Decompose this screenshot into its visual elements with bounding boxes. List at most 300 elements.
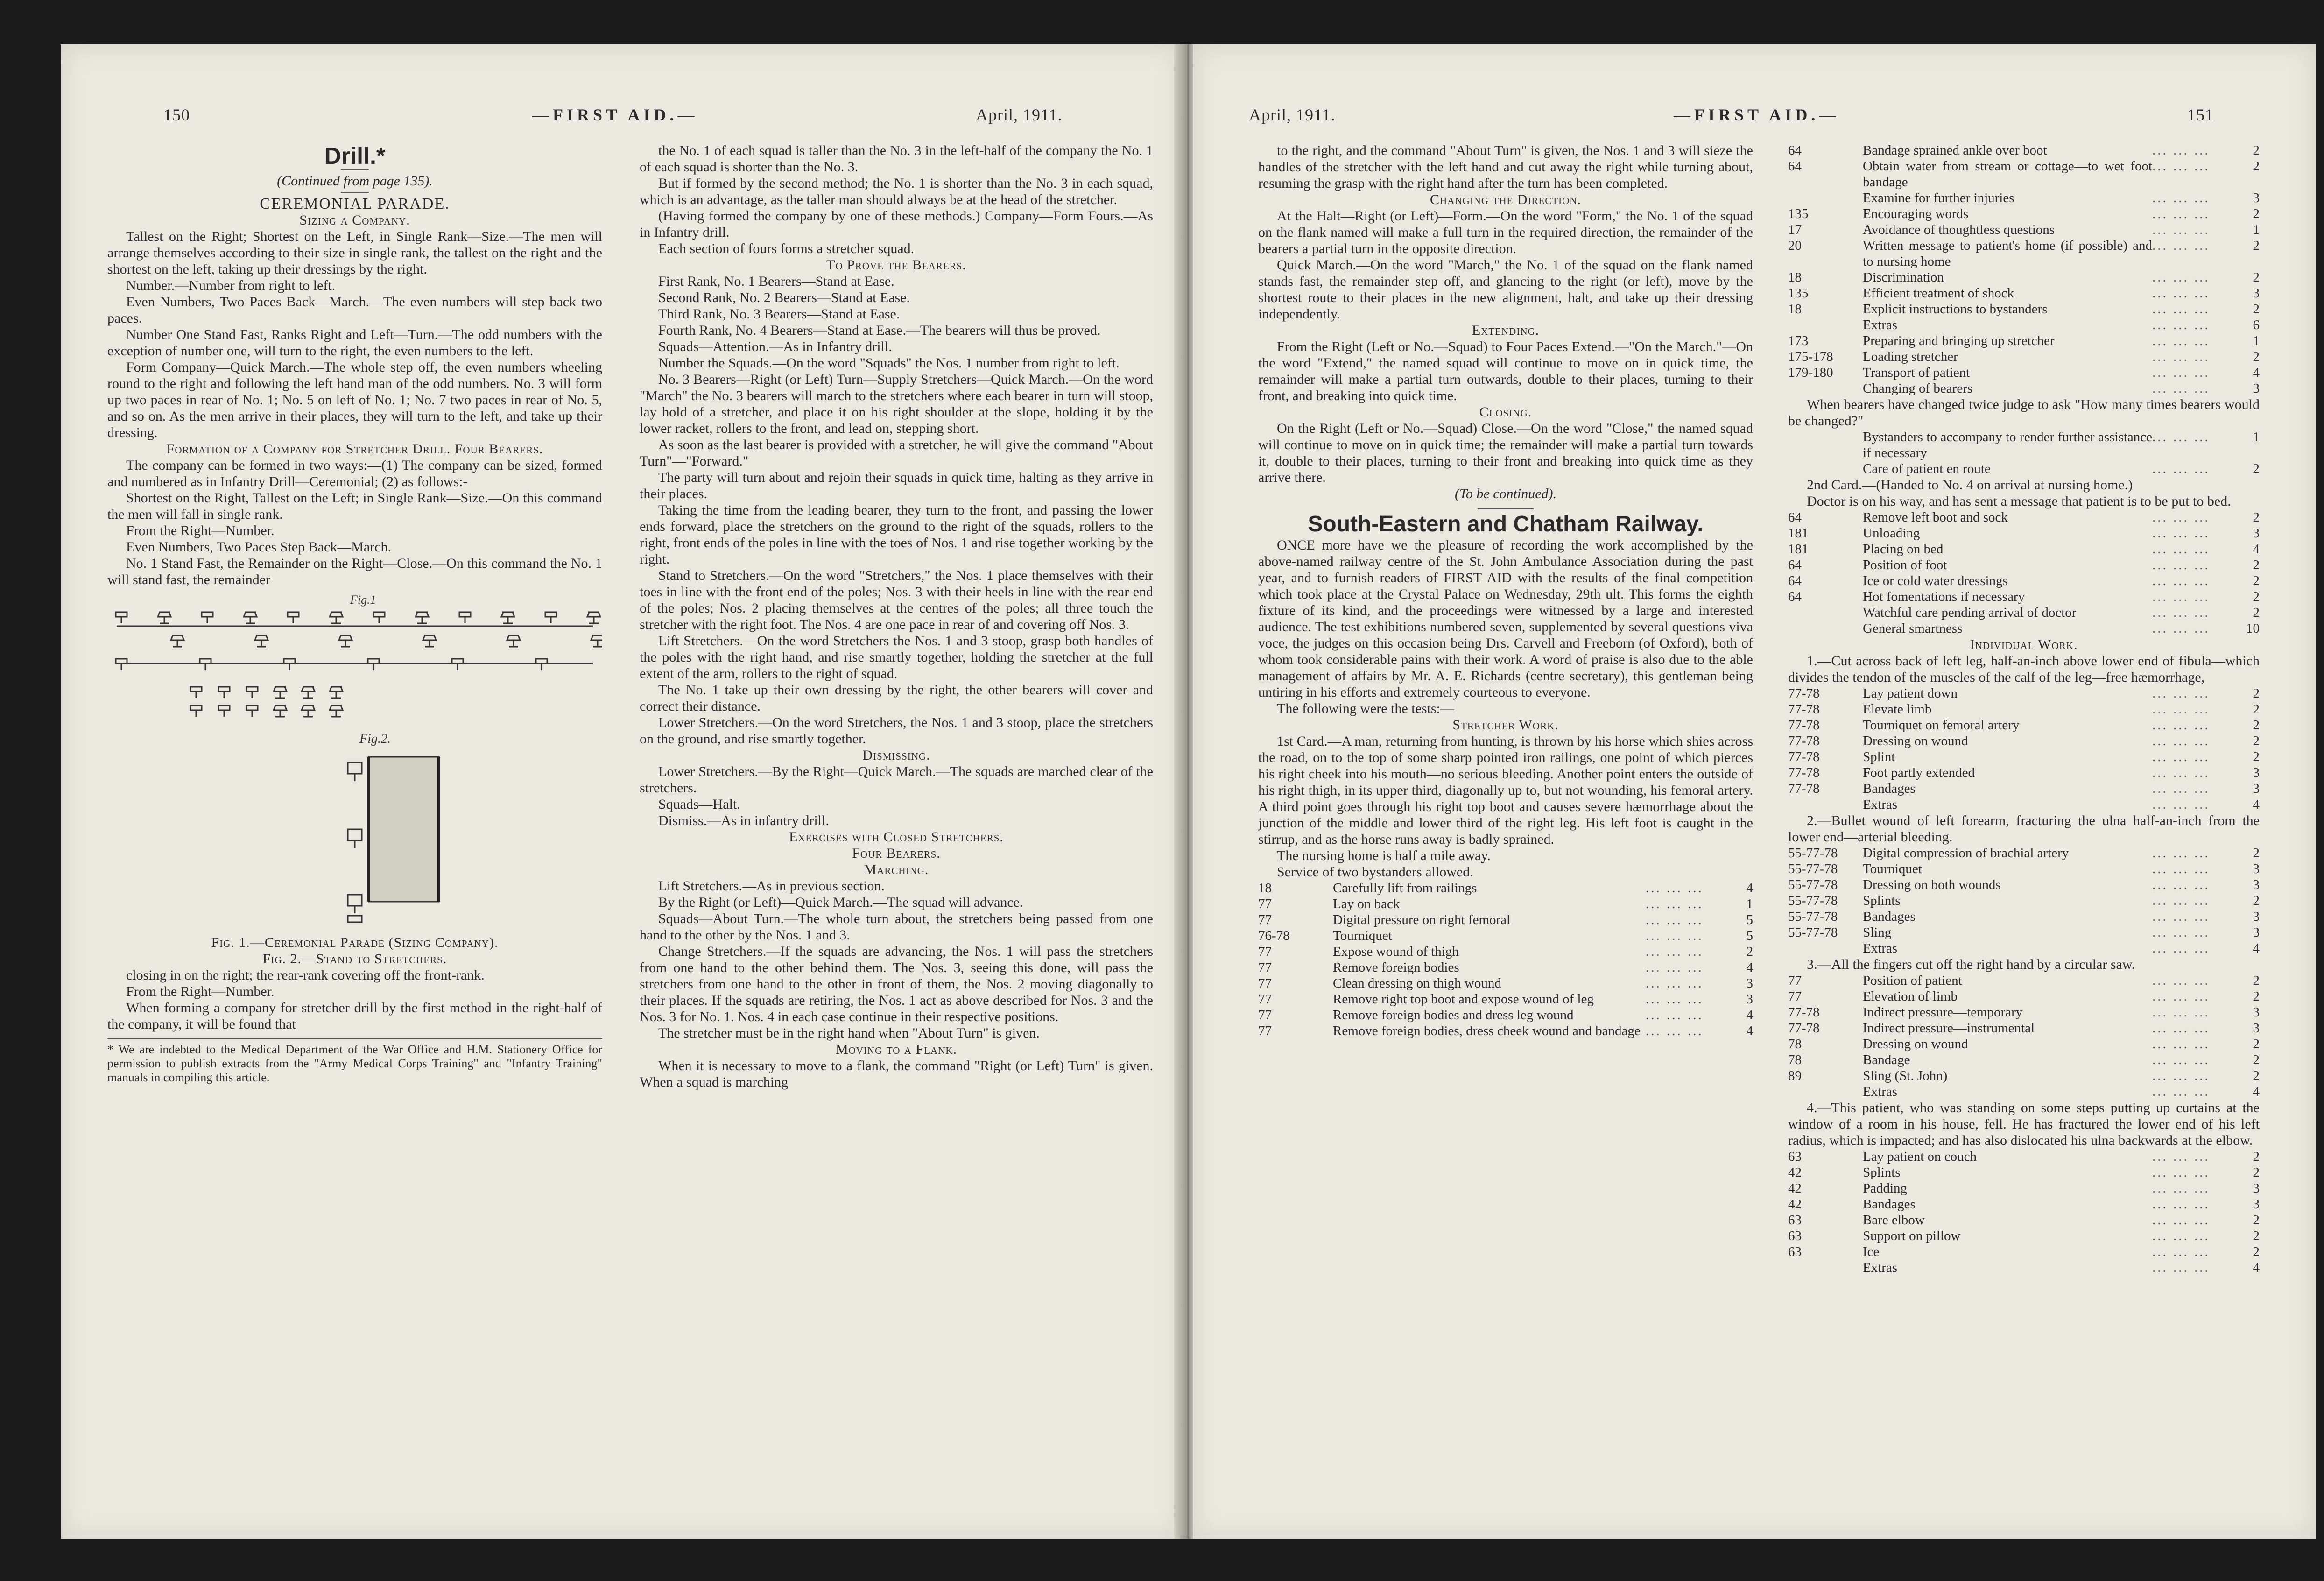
paragraph: Squads—About Turn.—The whole turn about, the stretchers being passed from one hand to the other by the Nos. 1 and 3. <box>640 911 1153 943</box>
ref-number: 181 <box>1788 526 1809 541</box>
score-row <box>1788 1180 2260 1196</box>
ref-number: 55-77-78 <box>1788 877 1838 892</box>
man-symbol <box>302 687 315 698</box>
test-item: Lay patient down <box>1863 686 1958 701</box>
marks: 4 <box>2253 1084 2260 1099</box>
paragraph: Lift Stretchers.—On the word Stretchers the Nos. 1 and 3 stoop, grasp both handles of the poles with the right hand, and rise smartly together, holding the stretcher at the full extent of the arm, rollers to the right of squad. <box>640 633 1153 681</box>
paragraph-group <box>107 457 602 588</box>
paragraph: (Having formed the company by one of these methods.) Company—Form Fours.—As in Infantry drill. <box>640 208 1153 240</box>
marks: 4 <box>2253 1260 2260 1275</box>
score-row <box>1258 991 1753 1007</box>
test-item: Foot partly extended <box>1863 765 1975 780</box>
test-item: Extras <box>1863 1084 1898 1099</box>
marks: 1 <box>2253 430 2260 445</box>
test-item: Dressing on wound <box>1863 734 1968 748</box>
paragraph: Even Numbers, Two Paces Step Back—March. <box>126 539 392 555</box>
ref-number <box>1788 1084 1863 1100</box>
score-row <box>1788 797 2260 812</box>
paragraph: As soon as the last bearer is provided with a stretcher, he will give the command "About Turn"—"Forward." <box>640 437 1153 469</box>
score-row <box>1788 717 2260 733</box>
article-title: Drill.* <box>324 143 386 169</box>
score-row <box>1788 222 2260 238</box>
marks: 3 <box>2253 1005 2260 1020</box>
test-item: Splints <box>1863 1165 1901 1180</box>
test-item: Dressing on both wounds <box>1863 877 2001 892</box>
ref-number: 64 <box>1788 143 1802 158</box>
paragraph: The following were the tests:— <box>1277 701 1454 716</box>
score-row <box>1788 1068 2260 1084</box>
sub-heading: Exercises with Closed Stretchers. <box>789 829 1004 845</box>
score-row <box>1788 605 2260 621</box>
man-symbol <box>330 706 343 717</box>
sub-heading: To Prove the Bearers. <box>826 257 966 273</box>
score-row <box>1788 1149 2260 1165</box>
test-item: Efficient treatment of shock <box>1863 286 2014 301</box>
test-item: Support on pillow <box>1863 1228 1961 1243</box>
marks: 3 <box>2253 781 2260 796</box>
leader-dots: ... ... ... <box>2152 191 2210 205</box>
score-row <box>1788 909 2260 925</box>
test-item: Examine for further injuries <box>1863 191 2014 205</box>
marks: 2 <box>2253 893 2260 908</box>
score-table <box>1788 509 2260 636</box>
man-symbol <box>274 706 287 717</box>
ref-number: 55-77-78 <box>1788 861 1838 876</box>
test-item: Bystanders to accompany to render further assistance if necessary <box>1863 430 2152 460</box>
ref-number <box>1788 429 1863 461</box>
marks: 3 <box>2253 861 2260 876</box>
test-item: Lay patient on couch <box>1863 1149 1977 1164</box>
ref-number: 77-78 <box>1788 1021 1820 1036</box>
score-row <box>1788 349 2260 365</box>
ref-number <box>1788 940 1863 956</box>
paragraph: 2nd Card.—(Handed to No. 4 on arrival at nursing home.) <box>1807 477 2133 493</box>
test-item: Dressing on wound <box>1863 1037 1968 1052</box>
leader-dots: ... ... ... <box>1646 1008 1704 1023</box>
paragraph-group <box>1258 420 1753 486</box>
test-item: Bandages <box>1863 781 1916 796</box>
stretcher-shape <box>369 757 439 902</box>
divider <box>341 192 369 193</box>
man-symbol <box>171 635 184 647</box>
test-item: Remove right top boot and expose wound of leg <box>1333 992 1594 1007</box>
test-item: Encouraging words <box>1863 206 1969 221</box>
marks: 4 <box>1746 1008 1753 1023</box>
paragraph: Service of two bystanders allowed. <box>1277 864 1473 880</box>
score-row <box>1788 1052 2260 1068</box>
test-item: Extras <box>1863 1260 1898 1275</box>
test-item: Bandage sprained ankle over boot <box>1863 143 2047 158</box>
score-row <box>1788 749 2260 765</box>
marks: 3 <box>2253 1197 2260 1212</box>
marks: 2 <box>2253 349 2260 364</box>
man-symbol <box>452 659 463 670</box>
ref-number <box>1788 190 1863 206</box>
man-symbol <box>200 659 211 670</box>
sub-heading: Changing the Direction. <box>1430 192 1581 207</box>
paragraph-group <box>1258 733 1753 880</box>
marks: 3 <box>2253 381 2260 396</box>
paragraph: Doctor is on his way, and has sent a message that patient is to be put to bed. <box>1807 494 2231 509</box>
paragraph: By the Right (or Left)—Quick March.—The squad will advance. <box>658 895 1023 910</box>
left-page <box>61 44 1181 1539</box>
test-item: Changing of bearers <box>1863 381 1973 396</box>
test-item: Loading stretcher <box>1863 349 1958 364</box>
leader-dots: ... ... ... <box>2152 781 2210 796</box>
score-table <box>1788 973 2260 1100</box>
test-item: Remove foreign bodies, dress cheek wound and bandage <box>1333 1023 1641 1038</box>
leader-dots: ... ... ... <box>2152 925 2210 940</box>
right-column-1 <box>1258 142 1753 1039</box>
marks: 2 <box>2253 206 2260 221</box>
ref-number: 77-78 <box>1788 718 1820 733</box>
running-head: —FIRST AID.— <box>532 106 698 124</box>
leader-dots: ... ... ... <box>2152 1244 2210 1259</box>
leader-dots: ... ... ... <box>2152 1181 2210 1196</box>
marks: 3 <box>2253 526 2260 541</box>
ref-number <box>1788 797 1863 812</box>
leader-dots: ... ... ... <box>2152 877 2210 892</box>
ref-number: 175-178 <box>1788 349 1833 364</box>
leader-dots: ... ... ... <box>2152 238 2210 253</box>
leader-dots: ... ... ... <box>2152 365 2210 380</box>
article-title: South-Eastern and Chatham Railway. <box>1308 512 1704 536</box>
leader-dots: ... ... ... <box>2152 702 2210 717</box>
test-item: Extras <box>1863 941 1898 956</box>
marks: 3 <box>2253 191 2260 205</box>
paragraph: Lower Stretchers.—By the Right—Quick March.—The squads are marched clear of the stretchers. <box>640 764 1153 796</box>
test-item: Remove left boot and sock <box>1863 510 2008 525</box>
marks: 5 <box>1746 912 1753 927</box>
leader-dots: ... ... ... <box>2152 941 2210 956</box>
score-table <box>1258 880 1753 1039</box>
paragraph: Quick March.—On the word "March," the No. 1 of the squad on the flank named stands fast, the remainder step off, and glancing to the right (or left), move by the shortest route to their places in the new alignment, halt, and take up their dressing independently. <box>1258 257 1753 322</box>
paragraph: Change Stretchers.—If the squads are advancing, the Nos. 1 will pass the stretchers from one hand to the other behind them. The Nos. 3, seeing this done, will pass the stretchers from one hand to the other in front of them, the Nos. 2 moving diagonally to their places. If the squads are retiring, the Nos. 1 act as above described for Nos. 3 and the Nos. 3 for No. 1. Nos. 4 in each case continue in their respective positions. <box>640 944 1153 1024</box>
test-item: Watchful care pending arrival of doctor <box>1863 605 2077 620</box>
marks: 3 <box>2253 1181 2260 1196</box>
paragraph-group <box>640 763 1153 829</box>
ref-number: 77-78 <box>1788 1005 1820 1020</box>
score-row <box>1788 509 2260 525</box>
score-row <box>1788 1196 2260 1212</box>
paragraph: Dismiss.—As in infantry drill. <box>658 813 829 828</box>
sub-heading: Marching. <box>864 862 929 877</box>
marks: 2 <box>2253 702 2260 717</box>
leader-dots: ... ... ... <box>2152 973 2210 988</box>
paragraph: The company can be formed in two ways:—(1) The company can be sized, formed and numbered as in Infantry Drill—Ceremonial; (2) as follows:- <box>107 458 602 489</box>
score-row <box>1788 589 2260 605</box>
leader-dots: ... ... ... <box>2152 797 2210 812</box>
sub-heading: Four Bearers. <box>852 846 941 861</box>
ref-number: 42 <box>1788 1181 1802 1196</box>
score-row <box>1788 781 2260 797</box>
paragraph: the No. 1 of each squad is taller than the No. 3 in the left-half of the company the No. 1 of each squad is shorter than the No. 3. <box>640 143 1153 175</box>
leader-dots: ... ... ... <box>2152 430 2210 445</box>
test-item: Indirect pressure—instrumental <box>1863 1021 2035 1036</box>
leader-dots: ... ... ... <box>2152 765 2210 780</box>
test-item: Sling <box>1863 925 1892 940</box>
leader-dots: ... ... ... <box>2152 1228 2210 1243</box>
score-row <box>1788 893 2260 909</box>
man-symbol <box>330 612 343 623</box>
paragraph: Taking the time from the leading bearer, they turn to the front, and passing the lower ends forward, place the stretchers on the ground to the right of the squads, rollers to the right, front ends of the poles in line with the toes of Nos. 1 and rise together working by the right. <box>640 502 1153 567</box>
paragraph: Fourth Rank, No. 4 Bearers—Stand at Ease.—The bearers will thus be proved. <box>658 323 1101 338</box>
ref-number: 42 <box>1788 1165 1802 1180</box>
score-row <box>1788 301 2260 317</box>
leader-dots: ... ... ... <box>2152 686 2210 701</box>
score-row <box>1258 975 1753 991</box>
score-row <box>1788 685 2260 701</box>
sub-heading: Closing. <box>1479 404 1532 420</box>
test-item: Remove foreign bodies <box>1333 960 1459 975</box>
marks: 2 <box>2253 734 2260 748</box>
ref-number: 77 <box>1788 973 1802 988</box>
test-item: Extras <box>1863 318 1898 332</box>
paragraph: to the right, and the command "About Turn" is given, the Nos. 1 and 3 will sieze the handles of the stretcher with the left hand and cut away the right while turning about, resuming the grasp with the right hand after the turn has been completed. <box>1258 143 1753 191</box>
ref-number: 135 <box>1788 286 1809 301</box>
score-row <box>1788 525 2260 541</box>
paragraph: No. 3 Bearers—Right (or Left) Turn—Supply Stretchers—Quick March.—On the word "March" the No. 3 bearers will march to the stretchers where each bearer in turn will stoop, lay hold of a stretcher, and place it on his right shoulder at the slope, holding it by the lower racket, rollers to the front, and lead on, stepping short. <box>640 372 1153 436</box>
test-item: Clean dressing on thigh wound <box>1333 976 1501 991</box>
ref-number: 18 <box>1258 881 1272 896</box>
marks: 2 <box>2253 1149 2260 1164</box>
figure-2 <box>107 729 602 929</box>
leader-dots: ... ... ... <box>1646 944 1704 959</box>
marks: 2 <box>1746 944 1753 959</box>
score-row <box>1788 541 2260 557</box>
ref-number <box>1788 621 1863 636</box>
score-row <box>1788 381 2260 396</box>
score-row <box>1788 1004 2260 1020</box>
test-item: Preparing and bringing up stretcher <box>1863 333 2055 348</box>
test-item: Elevate limb <box>1863 702 1932 717</box>
paragraph: Tallest on the Right; Shortest on the Left, in Single Rank—Size.—The men will arrange themselves according to their size in single rank, the tallest on the right and the shortest on the left, taking up their dressings by the right. <box>107 229 602 277</box>
section-heading: CEREMONIAL PARADE. <box>260 195 450 212</box>
divider <box>1478 508 1534 509</box>
marks: 4 <box>2253 365 2260 380</box>
man-symbol <box>218 687 230 698</box>
score-row <box>1258 960 1753 975</box>
sub-heading: Individual Work. <box>1970 637 2078 652</box>
test-item: Position of patient <box>1863 973 1962 988</box>
marks: 2 <box>2253 510 2260 525</box>
test-item: Care of patient en route <box>1863 461 1991 476</box>
man-symbol <box>423 635 436 647</box>
leader-dots: ... ... ... <box>2152 542 2210 557</box>
marks: 2 <box>2253 573 2260 588</box>
test-item: General smartness <box>1863 621 1963 636</box>
test-item: Extras <box>1863 797 1898 812</box>
right-column-2 <box>1788 142 2260 1276</box>
score-row <box>1258 896 1753 912</box>
marks: 2 <box>2253 846 2260 861</box>
marks: 4 <box>1746 960 1753 975</box>
sub-heading: Moving to a Flank. <box>835 1042 958 1057</box>
test-item: Indirect pressure—temporary <box>1863 1005 2023 1020</box>
marks: 2 <box>2253 989 2260 1004</box>
paragraph: The nursing home is half a mile away. <box>1277 848 1491 863</box>
to-be-continued: (To be continued). <box>1454 486 1557 501</box>
man-symbol <box>202 612 213 623</box>
ref-number: 64 <box>1788 159 1802 174</box>
paragraph: Number.—Number from right to left. <box>126 278 336 293</box>
man-symbol <box>536 659 547 670</box>
marks: 2 <box>2253 686 2260 701</box>
ref-number: 18 <box>1788 302 1802 317</box>
leader-dots: ... ... ... <box>1646 1023 1704 1038</box>
marks: 2 <box>2253 1037 2260 1052</box>
leader-dots: ... ... ... <box>1646 928 1704 943</box>
marks: 3 <box>2253 909 2260 924</box>
man-symbol <box>246 687 258 698</box>
test-item: Position of foot <box>1863 558 1947 572</box>
ref-number: 55-77-78 <box>1788 909 1838 924</box>
marks: 3 <box>2253 765 2260 780</box>
leader-dots: ... ... ... <box>2152 270 2210 285</box>
paragraph: 2.—Bullet wound of left forearm, fracturing the ulna half-an-inch from the lower end—arterial bleeding. <box>1788 813 2260 845</box>
score-row <box>1788 238 2260 269</box>
score-row <box>1788 365 2260 381</box>
man-symbol <box>302 706 315 717</box>
figure-caption: Fig. 1.—Ceremonial Parade (Sizing Company). <box>211 935 499 950</box>
leader-dots: ... ... ... <box>2152 461 2210 476</box>
man-symbol <box>246 706 258 717</box>
paragraph: 3.—All the fingers cut off the right hand by a circular saw. <box>1807 957 2135 972</box>
paragraph: When forming a company for stretcher drill by the first method in the right-half of the company, it will be found that <box>107 1000 602 1032</box>
test-item: Ice or cold water dressings <box>1863 573 2008 588</box>
test-item: Discrimination <box>1863 270 1944 285</box>
figure-1 <box>107 593 602 723</box>
ref-number: 77 <box>1258 944 1272 959</box>
marks: 3 <box>1746 992 1753 1007</box>
figure-2-label: Fig.2. <box>359 732 391 746</box>
ref-number: 77-78 <box>1788 781 1820 796</box>
paragraph-group <box>1258 208 1753 322</box>
score-row <box>1788 1165 2260 1180</box>
paragraph: Even Numbers, Two Paces Back—March.—The even numbers will step back two paces. <box>107 294 602 326</box>
score-row <box>1788 158 2260 190</box>
score-row <box>1258 928 1753 944</box>
paragraph: 4.—This patient, who was standing on some steps putting up curtains at the window of a room in his house, fell. He has fractured the lower end of his left radius, which is impacted; and has also dislocated his ulna backwards at the elbow. <box>1788 1100 2260 1148</box>
paragraph: ONCE more have we the pleasure of recording the work accomplished by the above-named railway centre of the St. John Ambulance Association during the past year, and to furnish readers of FIRST AID with the results of the final competition which took place at the Crystal Palace on Wednesday, 29th ult. This forms the eighth fixture of its kind, and the proceedings were witnessed by a large and interested audience. The test exhibitions numbered seven, supplemented by several questions viva voce, the judges on this occasion being Drs. Carvell and Freeborn (of Oxford), both of whom took considerable pains with their work. A word of praise is also due to the able management of affairs by Mr. A. E. Richards (centre secretary), this gentleman being untiring in his efforts and extremely courteous to everyone. <box>1258 537 1753 700</box>
marks: 2 <box>2253 302 2260 317</box>
marks: 10 <box>2246 621 2260 636</box>
test-item: Digital compression of brachial artery <box>1863 846 2069 861</box>
leader-dots: ... ... ... <box>2152 143 2210 158</box>
ref-number: 55-77-78 <box>1788 893 1838 908</box>
ref-number: 63 <box>1788 1228 1802 1243</box>
test-item: Hot fomentations if necessary <box>1863 589 2025 604</box>
score-row <box>1788 973 2260 988</box>
leader-dots: ... ... ... <box>2152 1037 2210 1052</box>
ref-number: 77 <box>1258 992 1272 1007</box>
leader-dots: ... ... ... <box>2152 621 2210 636</box>
ref-number: 42 <box>1788 1197 1802 1212</box>
paragraph: From the Right (Left or No.—Squad) to Four Paces Extend.—"On the March."—On the word "Extend," the named squad will continue to move on in quick time, the remainder will make a partial turn outwards, double to their places, turning to their front, and breaking into quick time. <box>1258 339 1753 403</box>
leader-dots: ... ... ... <box>2152 734 2210 748</box>
score-row <box>1788 940 2260 956</box>
ref-number: 77 <box>1258 912 1272 927</box>
paragraph: Squads—Halt. <box>658 797 740 812</box>
figure-1-label: Fig.1 <box>350 593 376 607</box>
test-item: Splints <box>1863 893 1901 908</box>
marks: 5 <box>1746 928 1753 943</box>
ref-number: 77-78 <box>1788 686 1820 701</box>
marks: 3 <box>1746 976 1753 991</box>
leader-dots: ... ... ... <box>2152 909 2210 924</box>
leader-dots: ... ... ... <box>2152 1197 2210 1212</box>
figure-1-drawing <box>107 593 602 720</box>
sub-heading: Dismissing. <box>862 748 930 763</box>
test-item: Tourniquet <box>1863 861 1922 876</box>
marks: 2 <box>2253 1213 2260 1228</box>
marks: 4 <box>1746 881 1753 896</box>
paragraph: The stretcher must be in the right hand when "About Turn" is given. <box>658 1025 1040 1041</box>
marks: 2 <box>2253 238 2260 253</box>
marks: 4 <box>2253 542 2260 557</box>
score-row <box>1258 944 1753 960</box>
man-symbol <box>416 612 429 623</box>
paragraph-group <box>640 1058 1153 1090</box>
leader-dots: ... ... ... <box>2152 573 2210 588</box>
ref-number: 55-77-78 <box>1788 925 1838 940</box>
ref-number: 18 <box>1788 270 1802 285</box>
man-symbol <box>330 687 343 698</box>
figure-caption: Fig. 2.—Stand to Stretchers. <box>262 951 447 967</box>
leader-dots: ... ... ... <box>1646 960 1704 975</box>
leader-dots: ... ... ... <box>2152 222 2210 237</box>
marks: 2 <box>2253 1052 2260 1067</box>
page-number: 150 <box>163 106 190 124</box>
leader-dots: ... ... ... <box>2152 333 2210 348</box>
ref-number: 77-78 <box>1788 734 1820 748</box>
paragraph: Third Rank, No. 3 Bearers—Stand at Ease. <box>658 306 900 322</box>
paragraph: From the Right—Number. <box>126 523 275 538</box>
marks: 2 <box>2253 159 2260 174</box>
score-row <box>1788 142 2260 158</box>
ref-number: 77 <box>1258 1008 1272 1023</box>
marks: 3 <box>2253 286 2260 301</box>
marks: 2 <box>2253 1244 2260 1259</box>
paragraph-group <box>640 142 1153 257</box>
score-row <box>1788 733 2260 749</box>
paragraph: The No. 1 take up their own dressing by the right, the other bearers will cover and correct their distance. <box>640 682 1153 714</box>
score-row <box>1788 557 2260 573</box>
ref-number: 63 <box>1788 1244 1802 1259</box>
running-head: —FIRST AID.— <box>1674 106 1840 124</box>
paragraph: First Rank, No. 1 Bearers—Stand at Ease. <box>658 274 894 289</box>
ref-number: 77-78 <box>1788 749 1820 764</box>
score-table <box>1788 429 2260 477</box>
ref-number: 78 <box>1788 1037 1802 1052</box>
paragraph: But if formed by the second method; the No. 1 is shorter than the No. 3 in each squad, which is an advantage, as the taller man should always be at the head of the stretcher. <box>640 176 1153 207</box>
test-item: Ice <box>1863 1244 1880 1259</box>
man-symbol <box>274 687 287 698</box>
marks: 2 <box>2253 270 2260 285</box>
sub-heading: Stretcher Work. <box>1452 717 1559 733</box>
test-item: Obtain water from stream or cottage—to wet foot bandage <box>1863 159 2152 190</box>
man-symbol <box>190 706 202 717</box>
man-symbol <box>373 612 385 623</box>
leader-dots: ... ... ... <box>1646 896 1704 911</box>
marks: 2 <box>2253 1165 2260 1180</box>
score-row <box>1788 925 2260 940</box>
score-row <box>1788 1228 2260 1244</box>
marks: 3 <box>2253 925 2260 940</box>
score-row <box>1788 621 2260 636</box>
paragraph: Number the Squads.—On the word "Squads" the Nos. 1 number from right to left. <box>658 355 1120 371</box>
score-table <box>1788 685 2260 812</box>
